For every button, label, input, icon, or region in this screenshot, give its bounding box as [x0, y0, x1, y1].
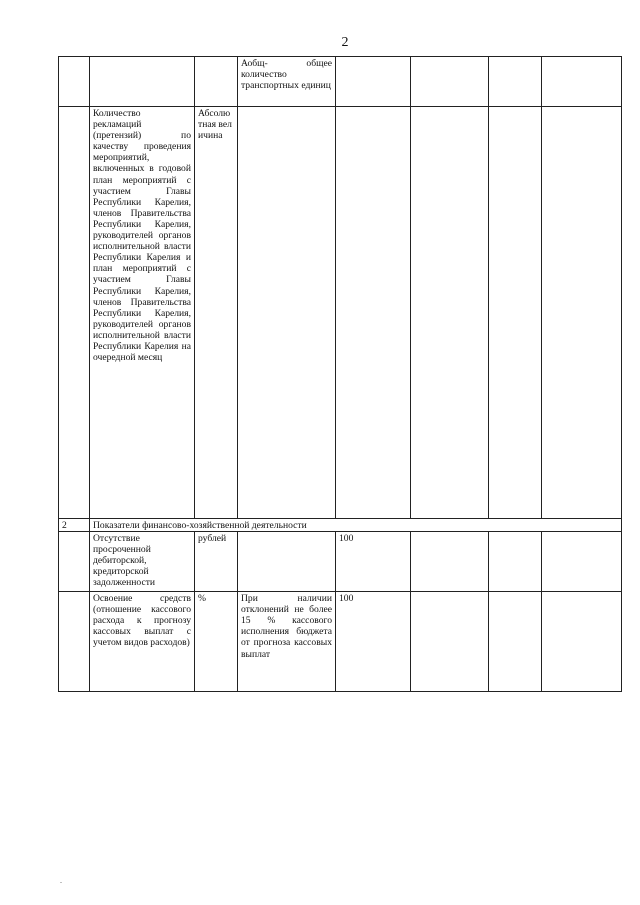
section-num: 2: [59, 519, 90, 532]
cell-empty: [542, 107, 622, 519]
table-row: [59, 107, 622, 519]
cell-formula: [238, 107, 336, 519]
cell-empty: [411, 532, 489, 592]
cell-num: [59, 532, 90, 592]
cell-unit: %: [195, 592, 238, 692]
cell-unit: Абсолютная величина: [195, 107, 238, 519]
cell-formula: При наличии отклонений не более 15 % кассового исполнения бюджета от прогноза кассовых выплат: [238, 592, 336, 692]
cell-value: [336, 57, 411, 107]
table-row: [59, 532, 622, 592]
cell-empty: [411, 57, 489, 107]
cell-name: [90, 57, 195, 107]
cell-num: [59, 592, 90, 692]
cell-unit: [195, 57, 238, 107]
page-number: 2: [341, 35, 349, 50]
indicators-table: [58, 56, 622, 692]
cell-num: [59, 107, 90, 519]
cell-formula: Аобщ- общее количество транспортных единиц: [238, 57, 336, 107]
section-row: [59, 519, 622, 532]
cell-empty: [489, 532, 542, 592]
cell-name: Отсутствие просроченной дебиторской, кредиторской задолженности: [90, 532, 195, 592]
cell-name: Количество рекламаций (претензий) по качеству проведения мероприятий, включенных в годовой план мероприятий с участием Главы Республики Карелия, членов Правительства Республики Карелия, руководителей органов исполнительной власти Республики Карелия и план мероприятий с участием Главы Республики Карелия, членов Правительства Республики Карелия, руководителей органов исполнительной власти Республики Карелия на очередной месяц: [90, 107, 195, 519]
cell-empty: [489, 592, 542, 692]
section-title: Показатели финансово-хозяйственной деятельности: [90, 519, 622, 532]
cell-name: Освоение средств (отношение кассового расхода к прогнозу кассовых выплат с учетом видов расходов): [90, 592, 195, 692]
cell-empty: [411, 592, 489, 692]
table-row: [59, 592, 622, 692]
cell-value: [336, 107, 411, 519]
cell-num: [59, 57, 90, 107]
cell-empty: [489, 107, 542, 519]
table-row: [59, 57, 622, 107]
cell-empty: [542, 57, 622, 107]
cell-empty: [411, 107, 489, 519]
cell-value: 100: [336, 592, 411, 692]
cell-empty: [542, 532, 622, 592]
cell-unit: рублей: [195, 532, 238, 592]
cell-formula: [238, 532, 336, 592]
cell-empty: [542, 592, 622, 692]
cell-value: 100: [336, 532, 411, 592]
cell-empty: [489, 57, 542, 107]
scan-mark: -: [60, 880, 62, 886]
